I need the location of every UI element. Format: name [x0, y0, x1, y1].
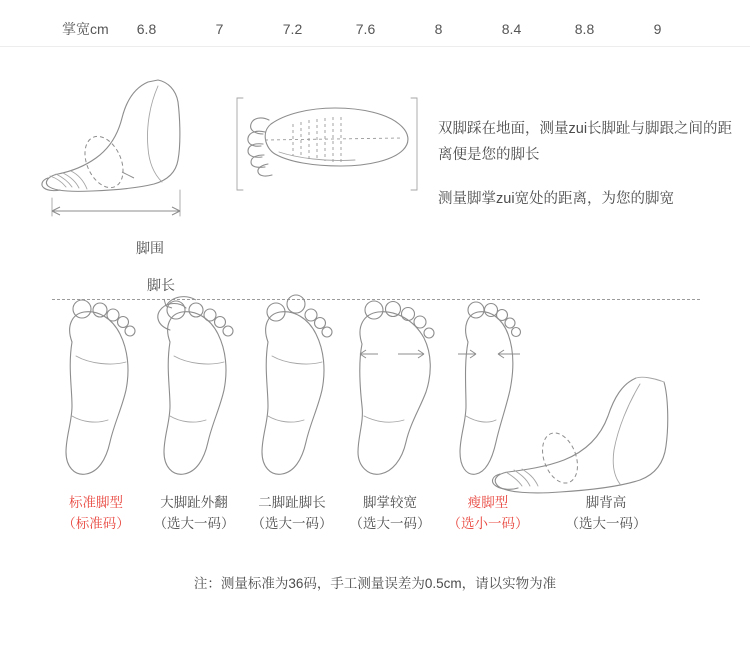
size-value-4: 8: [434, 21, 443, 37]
size-value-1: 7: [215, 21, 224, 37]
size-value-5: 8.4: [501, 21, 522, 37]
label-foot-length: 脚长: [147, 277, 175, 293]
foot-type-advice-0: （标准码）: [62, 516, 130, 531]
size-value-0: 6.8: [136, 21, 157, 37]
foot-type-diagram-long-second-toe: [238, 296, 348, 491]
foot-type-caption-high-instep: [548, 492, 664, 534]
foot-type-advice-5: （选大一码）: [565, 516, 647, 531]
foot-type-diagram-wide: [336, 296, 446, 491]
instruction-line-1: 双脚踩在地面，测量zui长脚趾与脚跟之间的距离便是您的脚长: [438, 121, 733, 163]
foot-type-name-0: 标准脚型: [69, 495, 123, 510]
foot-type-diagram-standard: [42, 296, 152, 491]
size-table-row: [0, 12, 750, 46]
foot-type-advice-2: （选大一码）: [251, 516, 333, 531]
foot-type-name-2: 二脚趾脚长: [258, 495, 326, 510]
foot-type-advice-3: （选大一码）: [349, 516, 431, 531]
measurement-instructions: [438, 116, 738, 230]
top-view-foot-diagram: [235, 80, 425, 220]
foot-type-name-3: 脚掌较宽: [363, 495, 417, 510]
foot-type-advice-1: （选大一码）: [153, 516, 235, 531]
side-view-foot-diagram: [30, 78, 230, 293]
label-foot-girth: 脚围: [136, 240, 164, 256]
foot-type-captions: [0, 492, 750, 552]
size-value-7: 9: [653, 21, 662, 37]
size-table-divider: [0, 46, 750, 47]
size-table-header-label: 掌宽cm: [62, 21, 109, 37]
foot-type-name-1: 大脚趾外翻: [160, 495, 228, 510]
foot-type-illustrations: [0, 296, 750, 496]
foot-type-name-5: 脚背高: [585, 495, 627, 510]
measurement-illustrations: [0, 78, 750, 293]
size-value-2: 7.2: [282, 21, 303, 37]
foot-type-name-4: 瘦脚型: [467, 495, 509, 510]
size-value-6: 8.8: [574, 21, 595, 37]
foot-type-diagram-bunion: [140, 296, 250, 491]
instruction-line-2: 测量脚掌zui宽处的距离，为您的脚宽: [438, 191, 675, 207]
foot-type-caption-narrow: [430, 492, 546, 534]
foot-type-diagram-high-instep: [488, 376, 698, 506]
foot-type-advice-4: （选小一码）: [447, 516, 529, 531]
size-value-3: 7.6: [355, 21, 376, 37]
measurement-footnote: 注：测量标准为36码，手工测量误差为0.5cm，请以实物为准: [193, 576, 557, 591]
